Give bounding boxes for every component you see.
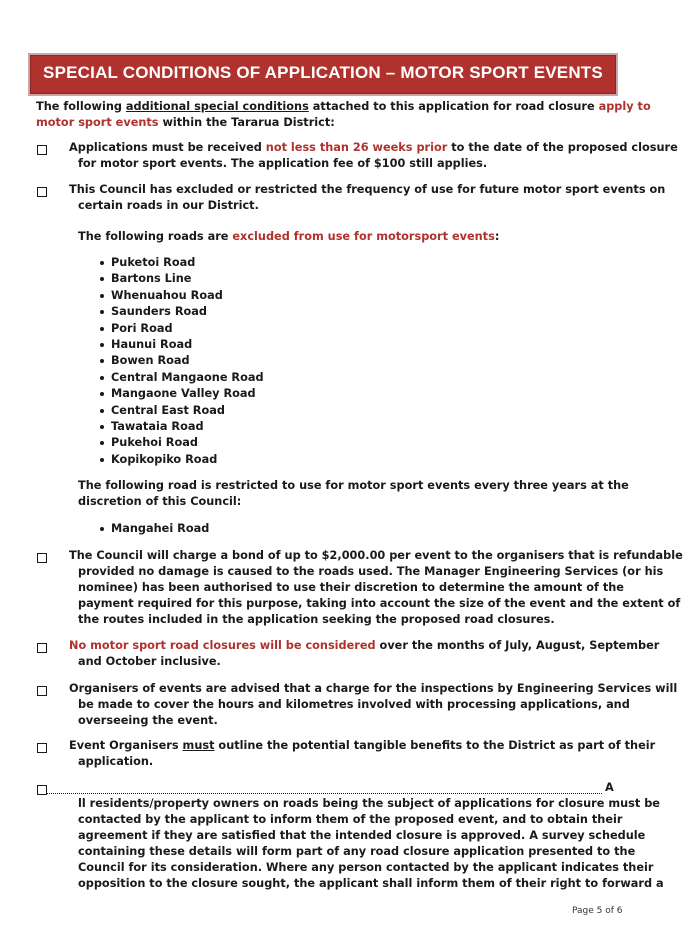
page-title: SPECIAL CONDITIONS OF APPLICATION – MOTOR SPORT EVENTS <box>43 63 603 82</box>
excluded-red: excluded from use for motorsport events <box>232 230 495 243</box>
intro-red-2: motor sport events <box>36 116 159 129</box>
title-banner <box>30 55 616 94</box>
list-item: Haunui Road <box>100 337 264 353</box>
intro-line-1 <box>36 99 651 115</box>
cond-7-trailing-letter: A <box>605 781 614 794</box>
cond-6-line-1 <box>69 738 656 754</box>
cond-6-line-2: application. <box>78 755 154 768</box>
list-item: Bowen Road <box>100 353 264 369</box>
cond-7-line-1: ll residents/property owners on roads being the subject of applications for closure must be <box>78 797 660 810</box>
cond-7-line-2: contacted by the applicant to inform them of the proposed event, and to obtain their <box>78 813 623 826</box>
cond-2-line-1: This Council has excluded or restricted the frequency of use for future motor sport events on <box>69 183 666 196</box>
restricted-line-1: The following road is restricted to use for motor sport events every three years at the <box>78 479 629 492</box>
cond-1-line-2: for motor sport events. The application fee of $100 still applies. <box>78 157 488 170</box>
cond-7-line-3: agreement if they are satisfied that the intended closure is approved. A survey schedule <box>78 829 646 842</box>
page-number: Page 5 of 6 <box>572 906 623 916</box>
cond-7-text <box>78 796 664 892</box>
checkbox-cond-2[interactable] <box>37 187 47 197</box>
list-item: Mangaone Valley Road <box>100 386 264 402</box>
cond-2-line-2: certain roads in our District. <box>78 199 259 212</box>
cond-4-red: No motor sport road closures will be considered <box>69 639 376 652</box>
list-item: Kopikopiko Road <box>100 452 264 468</box>
intro-underlined: additional special conditions <box>125 100 309 113</box>
cond-6-underlined: must <box>182 739 215 752</box>
checkbox-cond-5[interactable] <box>37 686 47 696</box>
cond-1-text-2: to the date of the proposed closure <box>447 141 678 154</box>
list-item: Pori Road <box>100 321 264 337</box>
list-item: Whenuahou Road <box>100 288 264 304</box>
intro-red-1: apply to <box>598 100 651 113</box>
list-item: Central East Road <box>100 403 264 419</box>
cond-4-text-1: over the months of July, August, September <box>375 639 660 652</box>
cond-1-text-1: Applications must be received <box>69 141 266 154</box>
intro-text-1: The following <box>36 100 126 113</box>
checkbox-cond-4[interactable] <box>37 643 47 653</box>
intro-paragraph <box>36 99 651 131</box>
cond-6-text <box>69 738 656 770</box>
list-item: Central Mangaone Road <box>100 370 264 386</box>
cond-6-text-2: outline the potential tangible benefits to the District as part of their <box>214 739 656 752</box>
excluded-roads-list <box>100 255 264 468</box>
excluded-intro <box>78 229 499 245</box>
restricted-intro <box>78 478 629 510</box>
cond-1-red: not less than 26 weeks prior <box>265 141 448 154</box>
cond-7-line-5: Council for its consideration. Where any person contacted by the applicant indicates their <box>78 861 654 874</box>
restricted-line-2: discretion of this Council: <box>78 495 242 508</box>
checkbox-cond-6[interactable] <box>37 743 47 753</box>
cond-3-line-1: The Council will charge a bond of up to $2,000.00 per event to the organisers that is refundable <box>69 549 683 562</box>
cond-3-text <box>69 548 683 628</box>
cond-5-line-1: Organisers of events are advised that a charge for the inspections by Engineering Services will <box>69 682 678 695</box>
cond-3-line-3: nominee) has been authorised to use their discretion to determine the amount of the <box>78 581 624 594</box>
list-item: Puketoi Road <box>100 255 264 271</box>
checkbox-cond-1[interactable] <box>37 145 47 155</box>
restricted-roads-list <box>100 521 209 537</box>
excluded-end: : <box>494 230 500 243</box>
list-item: Mangahei Road <box>100 521 209 537</box>
cond-5-text <box>69 681 678 729</box>
intro-line-2 <box>36 115 584 131</box>
cond-7-line-6: opposition to the closure sought, the applicant shall inform them of their right to forward a <box>78 877 664 890</box>
cond-4-text <box>69 638 660 670</box>
cond-2-text <box>69 182 666 214</box>
excluded-text: The following roads are <box>78 230 233 243</box>
cond-4-line-2: and October inclusive. <box>78 655 221 668</box>
checkbox-cond-3[interactable] <box>37 553 47 563</box>
list-item: Saunders Road <box>100 304 264 320</box>
cond-5-line-2: be made to cover the hours and kilometres involved with processing applications, and <box>78 698 630 711</box>
cond-7-line-4: containing these details will form part of any road closure application presented to the <box>78 845 636 858</box>
cond-6-text-1: Event Organisers <box>69 739 183 752</box>
intro-text-3: within the Tararua District: <box>158 116 335 129</box>
cond-1-line-1 <box>69 140 678 156</box>
list-item: Bartons Line <box>100 271 264 287</box>
list-item: Tawataia Road <box>100 419 264 435</box>
dotted-leader <box>46 783 602 794</box>
cond-3-line-4: payment required for this purpose, taking into account the size of the event and the extent of <box>78 597 681 610</box>
list-item: Pukehoi Road <box>100 435 264 451</box>
cond-3-line-2: provided no damage is caused to the roads used. The Manager Engineering Services (or his <box>78 565 664 578</box>
cond-4-line-1 <box>69 638 660 654</box>
cond-3-line-5: the routes included in the application seeking the proposed road closures. <box>78 613 555 626</box>
cond-5-line-3: overseeing the event. <box>78 714 218 727</box>
intro-text-2: attached to this application for road closure <box>308 100 599 113</box>
cond-1-text <box>69 140 678 172</box>
